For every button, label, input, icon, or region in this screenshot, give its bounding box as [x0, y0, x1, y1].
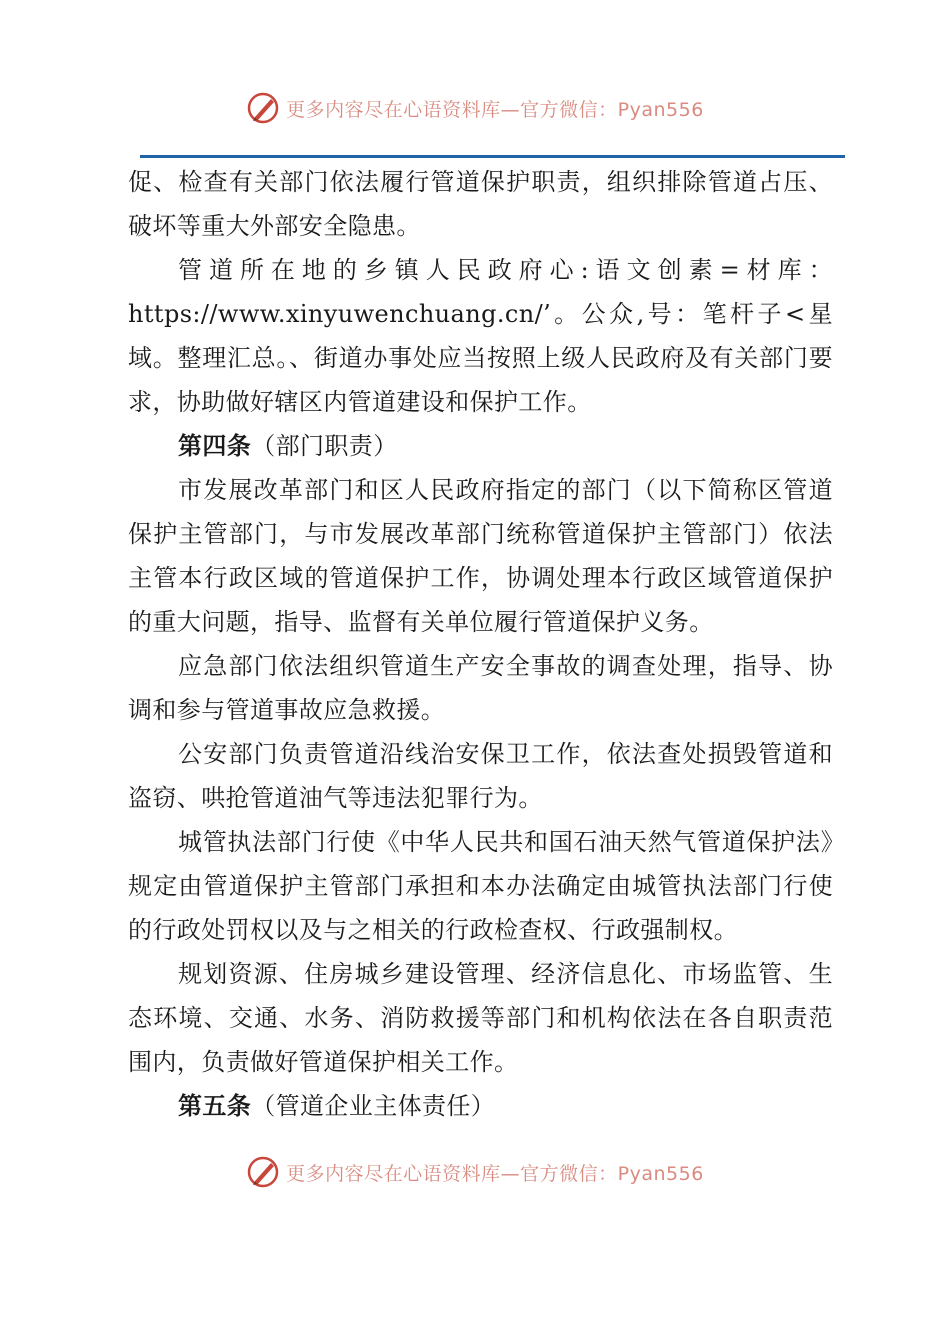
- paragraph: 应急部门依法组织管道生产安全事故的调查处理，指导、协调和参与管道事故应急救援。: [128, 652, 833, 724]
- article-title: （管道企业主体责任）: [251, 1092, 496, 1120]
- banner-text: 更多内容尽在心语资料库—官方微信：Pyan556: [286, 98, 704, 121]
- pen-logo-icon: [246, 91, 280, 125]
- paragraph: 促、检查有关部门依法履行管道保护职责，组织排除管道占压、破坏等重大外部安全隐患。: [128, 168, 833, 240]
- header-divider: [140, 155, 845, 158]
- article-heading: [128, 1084, 833, 1128]
- paragraph: 市发展改革部门和区人民政府指定的部门（以下简称区管道保护主管部门，与市发展改革部门统称管道保护主管部门）依法主管本行政区域的管道保护工作，协调处理本行政区域管道保护的重大问题，指导、监督有关单位履行管道保护义务。: [128, 476, 833, 636]
- paragraph: 管道所在地的乡镇人民政府心:语文创素=材库：https://www.xinyuwenchuang.cn/’。公众,号：笔杆子<星域。整理汇总。、街道办事处应当按照上级人民政府及有关部门要求，协助做好辖区内管道建设和保护工作。: [128, 256, 833, 416]
- article-number: 第四条: [178, 431, 252, 460]
- document-body: [128, 160, 833, 1128]
- header-banner: [0, 88, 950, 128]
- pen-logo-icon: [246, 1155, 280, 1189]
- footer-banner: [0, 1152, 950, 1192]
- article-title: （部门职责）: [251, 432, 398, 460]
- paragraph: 城管执法部门行使《中华人民共和国石油天然气管道保护法》规定由管道保护主管部门承担和本办法确定由城管执法部门行使的行政处罚权以及与之相关的行政检查权、行政强制权。: [128, 828, 833, 944]
- banner-text: 更多内容尽在心语资料库—官方微信：Pyan556: [286, 1162, 704, 1185]
- paragraph: 公安部门负责管道沿线治安保卫工作，依法查处损毁管道和盗窃、哄抢管道油气等违法犯罪行为。: [128, 740, 833, 812]
- article-number: 第五条: [178, 1091, 252, 1120]
- article-heading: [128, 424, 833, 468]
- paragraph: 规划资源、住房城乡建设管理、经济信息化、市场监管、生态环境、交通、水务、消防救援等部门和机构依法在各自职责范围内，负责做好管道保护相关工作。: [128, 960, 833, 1076]
